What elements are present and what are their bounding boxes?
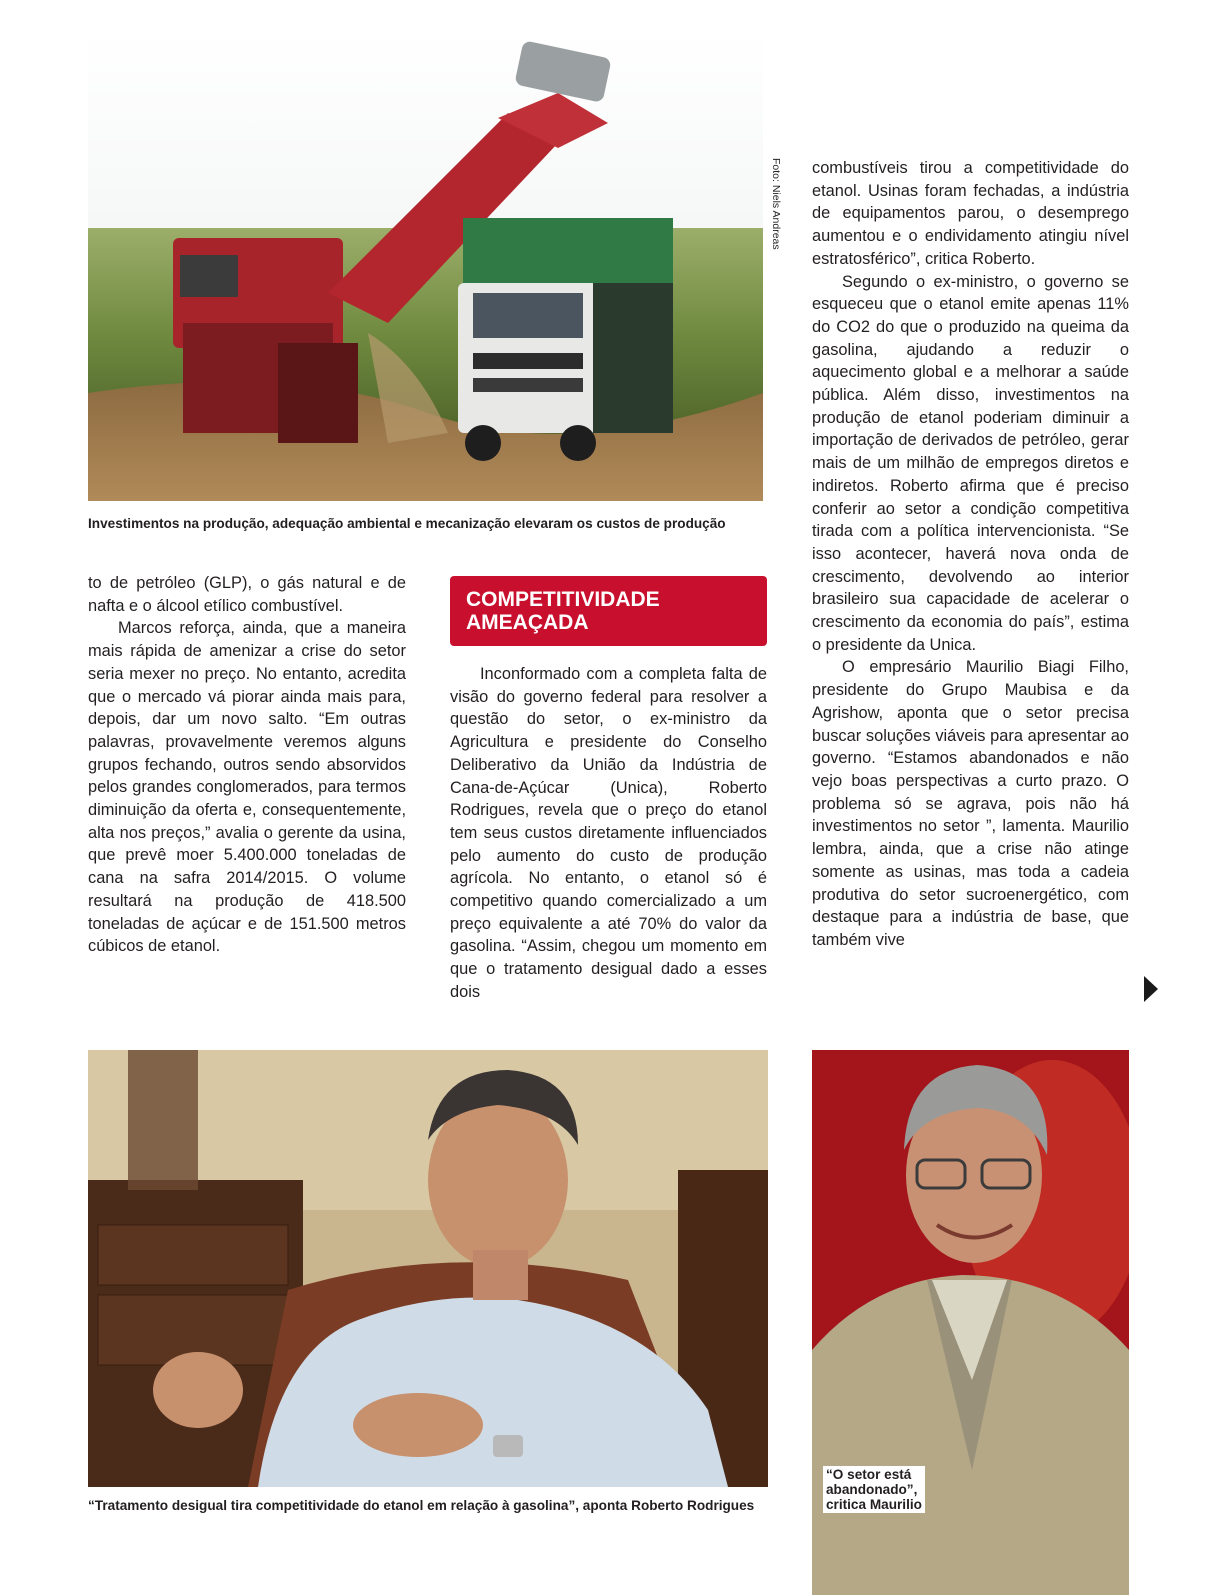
- paragraph: combustíveis tirou a competitividade do etanol. Usinas foram fechadas, a indústria de equipamentos parou, o desemprego aumentou e o endividamento atingiu nível estratosférico”, critica Roberto.: [812, 159, 1129, 268]
- paragraph: Segundo o ex-ministro, o governo se esqueceu que o etanol emite apenas 11% do CO2 do que o produzido na queima da gasolina, ajudando a reduzir o aquecimento global e a melhorar a saúde pública. Além disso, investimentos na produção de etanol poderiam diminuir a importação de derivados de petróleo, gerar mais de um milhão de empregos diretos e indiretos. Roberto afirma que é preciso conferir ao setor a condição competitiva tirada com a política intervencionista. “Se isso acontecer, haverá nova onda de crescimento, devolvendo ao interior brasileiro sua capacidade de acelerar o crescimento da economia do país”, estima o presidente da Unica.: [812, 272, 1129, 654]
- pull-quote-line: “O setor está: [826, 1467, 912, 1482]
- harvester-photo: [88, 33, 763, 501]
- maurilio-biagi-photo: [812, 1050, 1129, 1595]
- paragraph: Marcos reforça, ainda, que a maneira mais rápida de amenizar a crise do setor seria mexer no preço. No entanto, acredita que o mercado vá piorar ainda mais para, depois, dar um novo salto. “Em outras palavras, provavelmente veremos alguns grupos fechando, outros sendo absorvidos pelos grandes conglomerados, para termos diminuição da oferta e, consequentemente, alta nos preços,” avalia o gerente da usina, que prevê moer 5.400.000 toneladas de cana na safra 2014/2015. O volume resultará na produção de 418.500 toneladas de açúcar e de 151.500 metros cúbicos de etanol.: [88, 619, 406, 956]
- paragraph: to de petróleo (GLP), o gás natural e de nafta e o álcool etílico combustível.: [88, 574, 406, 615]
- continue-arrow-icon: [1144, 976, 1158, 1002]
- section-heading-line: AMEAÇADA: [466, 611, 589, 634]
- article-column-2: [450, 663, 767, 1004]
- paragraph: Inconformado com a completa falta de visão do governo federal para resolver a questão do setor, o ex-ministro da Agricultura e presidente do Conselho Deliberativo da União da Indústria de Cana-de-Açúcar (Unica), Roberto Rodrigues, revela que o preço do etanol tem seus custos diretamente influenciados pelo aumento do custo de produção agrícola. No entanto, o etanol só é competitivo quando comercializado a um preço equivalente a até 70% do valor da gasolina. “Assim, chegou um momento em que o tratamento desigual dado a esses dois: [450, 665, 767, 1001]
- section-heading-line: COMPETITIVIDADE: [466, 588, 660, 611]
- portrait-illustration: [88, 1050, 768, 1487]
- pull-quote: [823, 1466, 925, 1513]
- pull-quote-line: critica Maurilio: [826, 1497, 922, 1512]
- bottom-photo-caption: “Tratamento desigual tira competitividade do etanol em relação à gasolina”, aponta Roberto Rodrigues: [88, 1498, 755, 1513]
- top-photo-caption: Investimentos na produção, adequação ambiental e mecanização elevaram os custos de produção: [88, 516, 726, 531]
- photo-credit: Foto: Niels Andreas: [770, 158, 782, 250]
- paragraph: O empresário Maurilio Biagi Filho, presidente do Grupo Maubisa e da Agrishow, aponta que o setor precisa buscar soluções viáveis para apresentar ao governo. “Estamos abandonados e não vejo boas perspectivas a curto prazo. O problema só se agrava, pois não há investimentos no setor ”, lamenta. Maurilio lembra, ainda, que a crise não atinge somente as usinas, mas toda a cadeia produtiva do setor sucroenergético, com destaque para a indústria de base, que também vive: [812, 658, 1129, 949]
- article-column-1: [88, 572, 406, 958]
- article-column-3: [812, 157, 1129, 952]
- harvester-illustration: [88, 33, 763, 501]
- section-heading: [450, 576, 767, 646]
- roberto-rodrigues-photo: [88, 1050, 768, 1487]
- portrait-illustration: [812, 1050, 1129, 1595]
- pull-quote-line: abandonado”,: [826, 1482, 918, 1497]
